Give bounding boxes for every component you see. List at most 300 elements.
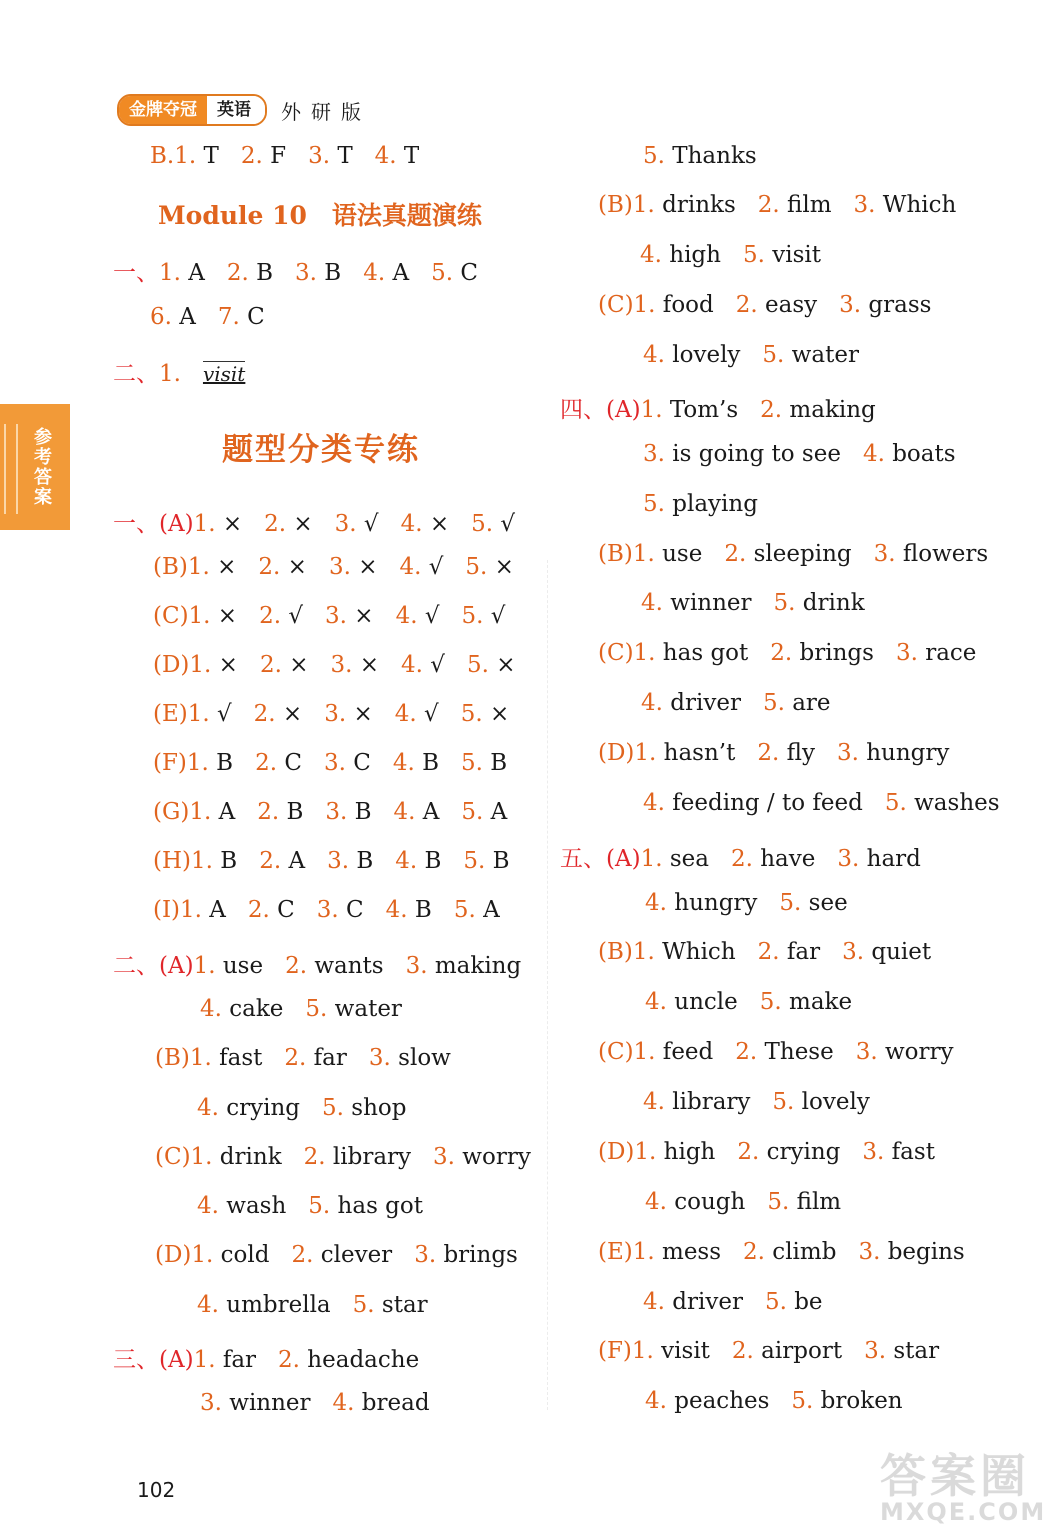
- answer-item: [255, 750, 302, 776]
- question-number: 4.: [643, 1089, 665, 1115]
- answer-text: visit: [764, 242, 821, 268]
- answer-item: [760, 989, 852, 1015]
- question-number: 2.: [278, 1347, 300, 1373]
- answer-item: [159, 361, 181, 387]
- question-number: 2.: [730, 846, 753, 872]
- question-number: 1.: [634, 740, 657, 766]
- question-number: 4.: [374, 143, 397, 169]
- answer-item: [325, 799, 371, 825]
- answer-line: [643, 1089, 892, 1115]
- answer-text: A: [281, 848, 306, 874]
- answer-line: [643, 491, 780, 517]
- question-number: 5.: [643, 143, 665, 169]
- answer-text: C: [277, 750, 302, 776]
- answer-item: [324, 750, 371, 776]
- answer-text: hungry: [858, 740, 950, 766]
- answer-text: peaches: [666, 1388, 770, 1414]
- answer-item: [324, 701, 373, 727]
- answer-text: has got: [330, 1193, 423, 1219]
- question-number: 5.: [431, 260, 454, 286]
- answer-item: [190, 1045, 263, 1071]
- answer-item: [304, 1144, 411, 1170]
- answer-text: ×: [350, 554, 378, 580]
- answer-line: [598, 292, 953, 318]
- answer-text: sea: [662, 846, 709, 872]
- answer-item: [194, 953, 264, 979]
- question-number: 1.: [634, 1139, 657, 1165]
- answer-text: is going to see: [664, 441, 841, 467]
- answer-item: [218, 304, 265, 330]
- answer-text: Thanks: [664, 143, 757, 169]
- question-number: 2.: [757, 939, 780, 965]
- answer-line: [153, 652, 538, 678]
- answer-item: [180, 897, 226, 923]
- answer-item: [335, 511, 379, 537]
- answer-text: Tom’s: [662, 397, 739, 423]
- answer-item: [737, 1139, 840, 1165]
- question-number: 3.: [325, 799, 348, 825]
- answer-item: [640, 242, 721, 268]
- answer-text: drink: [212, 1144, 282, 1170]
- answer-item: [874, 541, 989, 567]
- question-number: 4.: [197, 1292, 219, 1318]
- answer-text: ×: [346, 701, 373, 727]
- answer-item: [327, 848, 373, 874]
- answer-text: shop: [343, 1095, 407, 1121]
- answer-text: ×: [209, 554, 237, 580]
- answer-item: [864, 1338, 939, 1364]
- question-number: 3.: [327, 848, 350, 874]
- answer-text: use: [654, 541, 703, 567]
- answer-item: [295, 260, 341, 286]
- answer-text: √: [421, 554, 444, 580]
- answer-text: airport: [753, 1338, 843, 1364]
- question-number: 2.: [264, 511, 287, 537]
- answer-item: [396, 603, 440, 629]
- question-number: 3.: [895, 640, 918, 666]
- answer-text: hungry: [666, 890, 758, 916]
- question-number: 1.: [633, 640, 656, 666]
- question-number: 5.: [463, 848, 486, 874]
- answer-text: ×: [346, 603, 374, 629]
- answer-text: library: [664, 1089, 751, 1115]
- answer-text: A: [385, 260, 410, 286]
- handwritten-answer: visit: [202, 362, 246, 386]
- answer-item: [308, 1193, 423, 1219]
- section-label: (F): [153, 750, 187, 776]
- answer-item: [643, 491, 758, 517]
- answer-item: [285, 953, 384, 979]
- answer-text: B: [482, 750, 508, 776]
- answer-item: [363, 260, 409, 286]
- answer-line: [153, 848, 532, 874]
- answer-item: [634, 640, 749, 666]
- answer-line: [640, 242, 843, 268]
- answer-item: [258, 554, 307, 580]
- answer-item: [159, 260, 205, 286]
- answer-text: lovely: [794, 1089, 870, 1115]
- answer-text: bread: [354, 1390, 430, 1416]
- answer-text: water: [327, 996, 402, 1022]
- question-number: 3.: [324, 701, 347, 727]
- question-number: 5.: [460, 701, 483, 727]
- answer-text: ×: [422, 511, 450, 537]
- answer-item: [254, 701, 303, 727]
- answer-line: [113, 505, 537, 538]
- section-label: (H): [153, 848, 192, 874]
- module-title: Module 10 语法真题演练: [158, 201, 482, 230]
- answer-text: Which: [875, 192, 957, 218]
- answer-text: driver: [662, 690, 741, 716]
- question-number: 5.: [352, 1292, 375, 1318]
- answer-item: [353, 1292, 428, 1318]
- answer-line: [113, 947, 543, 980]
- book-badge: [117, 94, 267, 126]
- answer-item: [634, 740, 735, 766]
- answer-text: √: [356, 511, 379, 537]
- answer-line: [598, 1338, 961, 1364]
- question-number: 3.: [839, 292, 862, 318]
- answer-text: drink: [795, 590, 865, 616]
- answer-item: [774, 590, 865, 616]
- question-number: 5.: [453, 897, 476, 923]
- answer-line: [200, 996, 424, 1022]
- answer-item: [194, 511, 243, 537]
- question-number: 1.: [632, 541, 655, 567]
- answer-text: cake: [221, 996, 284, 1022]
- answer-item: [150, 304, 196, 330]
- answer-item: [743, 242, 821, 268]
- question-number: 1.: [640, 397, 663, 423]
- answer-text: grass: [861, 292, 932, 318]
- answer-item: [393, 750, 439, 776]
- answer-line: [150, 304, 287, 330]
- answer-item: [767, 1189, 841, 1215]
- section-title: 题型分类专练: [222, 432, 420, 468]
- question-number: 2.: [255, 750, 278, 776]
- answer-item: [634, 1039, 714, 1065]
- question-number: 2.: [724, 541, 747, 567]
- answer-item: [735, 1039, 833, 1065]
- answer-item: [885, 790, 1000, 816]
- question-number: 4.: [332, 1390, 355, 1416]
- question-number: 2.: [731, 1338, 754, 1364]
- answer-item: [461, 799, 507, 825]
- answer-text: high: [661, 242, 721, 268]
- subject-label: 英语: [207, 96, 265, 124]
- answer-item: [643, 1089, 750, 1115]
- answer-text: B: [414, 750, 439, 776]
- answer-item: [856, 1039, 954, 1065]
- answer-item: [467, 652, 516, 678]
- answer-item: [465, 554, 514, 580]
- question-number: 4.: [200, 996, 222, 1022]
- answer-text: √: [422, 652, 445, 678]
- answer-text: playing: [664, 491, 758, 517]
- question-number: 1.: [631, 1338, 654, 1364]
- answer-item: [634, 292, 714, 318]
- section-label: (D): [155, 1242, 192, 1268]
- section-label: 一、: [113, 260, 159, 286]
- question-number: 5.: [759, 989, 782, 1015]
- answer-item: [333, 1390, 430, 1416]
- answer-text: visit: [653, 1338, 710, 1364]
- answer-line: [153, 897, 522, 923]
- question-number: 4.: [395, 603, 418, 629]
- answer-text: fast: [211, 1045, 263, 1071]
- answer-item: [758, 192, 832, 218]
- section-label: (E): [598, 1239, 633, 1265]
- question-number: 3.: [855, 1039, 878, 1065]
- question-number: 2.: [226, 260, 249, 286]
- question-number: 4.: [645, 1189, 667, 1215]
- question-number: 5.: [779, 890, 802, 916]
- answer-text: C: [239, 304, 265, 330]
- answer-text: slow: [390, 1045, 451, 1071]
- section-label: (B): [598, 541, 633, 567]
- answer-text: A: [415, 799, 440, 825]
- answer-item: [858, 1239, 964, 1265]
- answer-text: A: [475, 897, 500, 923]
- answer-item: [461, 701, 510, 727]
- answer-line: [153, 799, 529, 825]
- question-number: 1.: [193, 1347, 216, 1373]
- answer-text: hard: [859, 846, 921, 872]
- answer-text: A: [171, 304, 196, 330]
- answer-item: [645, 890, 757, 916]
- answer-line: [645, 890, 870, 916]
- answer-item: [291, 1242, 392, 1268]
- answer-text: film: [789, 1189, 842, 1215]
- answer-item: [401, 652, 445, 678]
- answer-text: worry: [877, 1039, 954, 1065]
- answer-line: [113, 355, 245, 388]
- answer-text: quiet: [864, 939, 932, 965]
- answer-item: [174, 143, 219, 169]
- answer-text: F: [262, 143, 287, 169]
- answer-text: feeding / to feed: [664, 790, 863, 816]
- answer-text: B: [347, 799, 372, 825]
- answer-item: [791, 1388, 902, 1414]
- answer-item: [463, 848, 509, 874]
- section-label: (C): [598, 292, 634, 318]
- section-label: (B): [598, 192, 633, 218]
- question-number: 7.: [217, 304, 240, 330]
- answer-text: driver: [664, 1289, 743, 1315]
- answer-line: [155, 1242, 540, 1268]
- section-label: B.: [150, 143, 175, 169]
- answer-text: sleeping: [746, 541, 852, 567]
- question-number: 5.: [308, 1193, 331, 1219]
- answer-text: √: [483, 603, 506, 629]
- question-number: 4.: [401, 652, 423, 678]
- answer-item: [191, 1144, 282, 1170]
- section-label: (I): [153, 897, 181, 923]
- answer-text: These: [757, 1039, 834, 1065]
- answer-text: mess: [654, 1239, 722, 1265]
- answer-text: ×: [488, 652, 516, 678]
- answer-item: [643, 143, 757, 169]
- answer-item: [395, 701, 439, 727]
- question-number: 1.: [632, 1239, 655, 1265]
- question-number: 1.: [186, 750, 209, 776]
- answer-text: T: [396, 143, 420, 169]
- question-number: 1.: [187, 554, 210, 580]
- question-number: 5.: [461, 603, 484, 629]
- section-label: (E): [153, 701, 188, 727]
- answer-item: [779, 890, 847, 916]
- answer-text: clever: [313, 1242, 393, 1268]
- answer-text: uncle: [666, 989, 738, 1015]
- answer-item: [433, 1144, 531, 1170]
- question-number: 4.: [197, 1095, 219, 1121]
- answer-text: B: [279, 799, 304, 825]
- answer-text: headache: [300, 1347, 420, 1373]
- question-number: 2.: [285, 953, 308, 979]
- answer-item: [839, 292, 931, 318]
- answer-item: [724, 541, 851, 567]
- answer-text: wants: [307, 953, 384, 979]
- answer-text: B: [317, 260, 342, 286]
- answer-item: [757, 740, 815, 766]
- answer-item: [643, 790, 863, 816]
- answer-line: [560, 840, 943, 873]
- question-number: 5.: [762, 690, 785, 716]
- answer-item: [643, 1289, 743, 1315]
- answer-item: [743, 1239, 836, 1265]
- answer-text: winner: [662, 590, 752, 616]
- answer-item: [305, 996, 402, 1022]
- section-label: 五、(A): [560, 846, 641, 872]
- question-number: 4.: [392, 750, 415, 776]
- answer-text: C: [453, 260, 478, 286]
- answer-text: see: [801, 890, 848, 916]
- question-number: 2.: [303, 1144, 326, 1170]
- answer-item: [406, 953, 522, 979]
- question-number: 5.: [466, 652, 489, 678]
- answer-item: [643, 441, 841, 467]
- section-label: (G): [153, 799, 190, 825]
- answer-item: [461, 750, 507, 776]
- answer-text: ×: [275, 701, 303, 727]
- answer-text: making: [782, 397, 876, 423]
- answer-text: crying: [759, 1139, 841, 1165]
- section-label: (B): [153, 554, 188, 580]
- question-number: 4.: [197, 1193, 219, 1219]
- question-number: 3.: [414, 1242, 437, 1268]
- section-label: (C): [153, 603, 189, 629]
- answer-item: [197, 1095, 300, 1121]
- answer-line: [150, 143, 441, 169]
- answer-text: broken: [813, 1388, 903, 1414]
- answer-line: [598, 1039, 976, 1065]
- question-number: 3.: [368, 1045, 391, 1071]
- answer-item: [325, 603, 374, 629]
- question-number: 1.: [191, 848, 213, 874]
- answer-text: crying: [218, 1095, 301, 1121]
- question-number: 5.: [465, 554, 488, 580]
- answer-text: ×: [281, 652, 309, 678]
- answer-text: ×: [352, 652, 380, 678]
- answer-text: far: [779, 939, 821, 965]
- answer-text: ×: [487, 554, 514, 580]
- answer-item: [863, 441, 956, 467]
- answer-item: [837, 846, 921, 872]
- question-number: 3.: [862, 1139, 885, 1165]
- answer-line: [641, 690, 853, 716]
- question-number: 3.: [328, 554, 351, 580]
- answer-text: ×: [482, 701, 510, 727]
- answer-text: A: [180, 260, 205, 286]
- answer-item: [633, 192, 736, 218]
- answer-item: [200, 996, 283, 1022]
- answer-item: [322, 1095, 406, 1121]
- answer-item: [188, 554, 237, 580]
- answer-text: star: [374, 1292, 428, 1318]
- answer-text: B: [212, 848, 238, 874]
- answer-item: [400, 554, 444, 580]
- answer-text: B: [349, 848, 374, 874]
- answer-text: A: [211, 799, 236, 825]
- answer-line: [598, 640, 998, 666]
- answer-item: [257, 799, 303, 825]
- answer-text: are: [784, 690, 831, 716]
- question-number: 1.: [193, 953, 216, 979]
- answer-text: A: [483, 799, 508, 825]
- question-number: 4.: [645, 1388, 667, 1414]
- answer-item: [736, 292, 817, 318]
- answer-item: [762, 342, 859, 368]
- answer-line: [643, 1289, 845, 1315]
- question-number: 2.: [735, 1039, 758, 1065]
- answer-text: fly: [779, 740, 815, 766]
- answer-item: [731, 846, 815, 872]
- answer-text: B: [485, 848, 510, 874]
- answer-item: [461, 603, 505, 629]
- answer-line: [560, 391, 898, 424]
- answer-item: [641, 690, 741, 716]
- section-label: 四、(A): [560, 397, 641, 423]
- answer-line: [643, 143, 779, 169]
- answer-item: [645, 1189, 745, 1215]
- question-number: 3.: [200, 1390, 222, 1416]
- question-number: 2.: [770, 640, 793, 666]
- question-number: 3.: [295, 260, 317, 286]
- question-number: 1.: [189, 652, 212, 678]
- question-number: 3.: [853, 192, 876, 218]
- question-number: 2.: [757, 192, 780, 218]
- answer-text: C: [345, 750, 371, 776]
- question-number: 4.: [363, 260, 386, 286]
- page-number: 102: [137, 1478, 176, 1502]
- answer-item: [634, 1139, 715, 1165]
- question-number: 1.: [633, 292, 656, 318]
- question-number: 4.: [643, 342, 665, 368]
- section-label: (B): [598, 939, 633, 965]
- answer-text: fast: [884, 1139, 935, 1165]
- question-number: 1.: [633, 1039, 656, 1065]
- column-divider: [547, 560, 548, 1410]
- answer-line: [155, 1045, 473, 1071]
- question-number: 1.: [193, 511, 216, 537]
- answer-item: [187, 750, 233, 776]
- answer-item: [375, 143, 420, 169]
- answer-item: [308, 143, 353, 169]
- answer-line: [645, 1189, 863, 1215]
- question-number: 3.: [643, 441, 665, 467]
- answer-line: [643, 790, 1022, 816]
- answer-text: hasn’t: [656, 740, 736, 766]
